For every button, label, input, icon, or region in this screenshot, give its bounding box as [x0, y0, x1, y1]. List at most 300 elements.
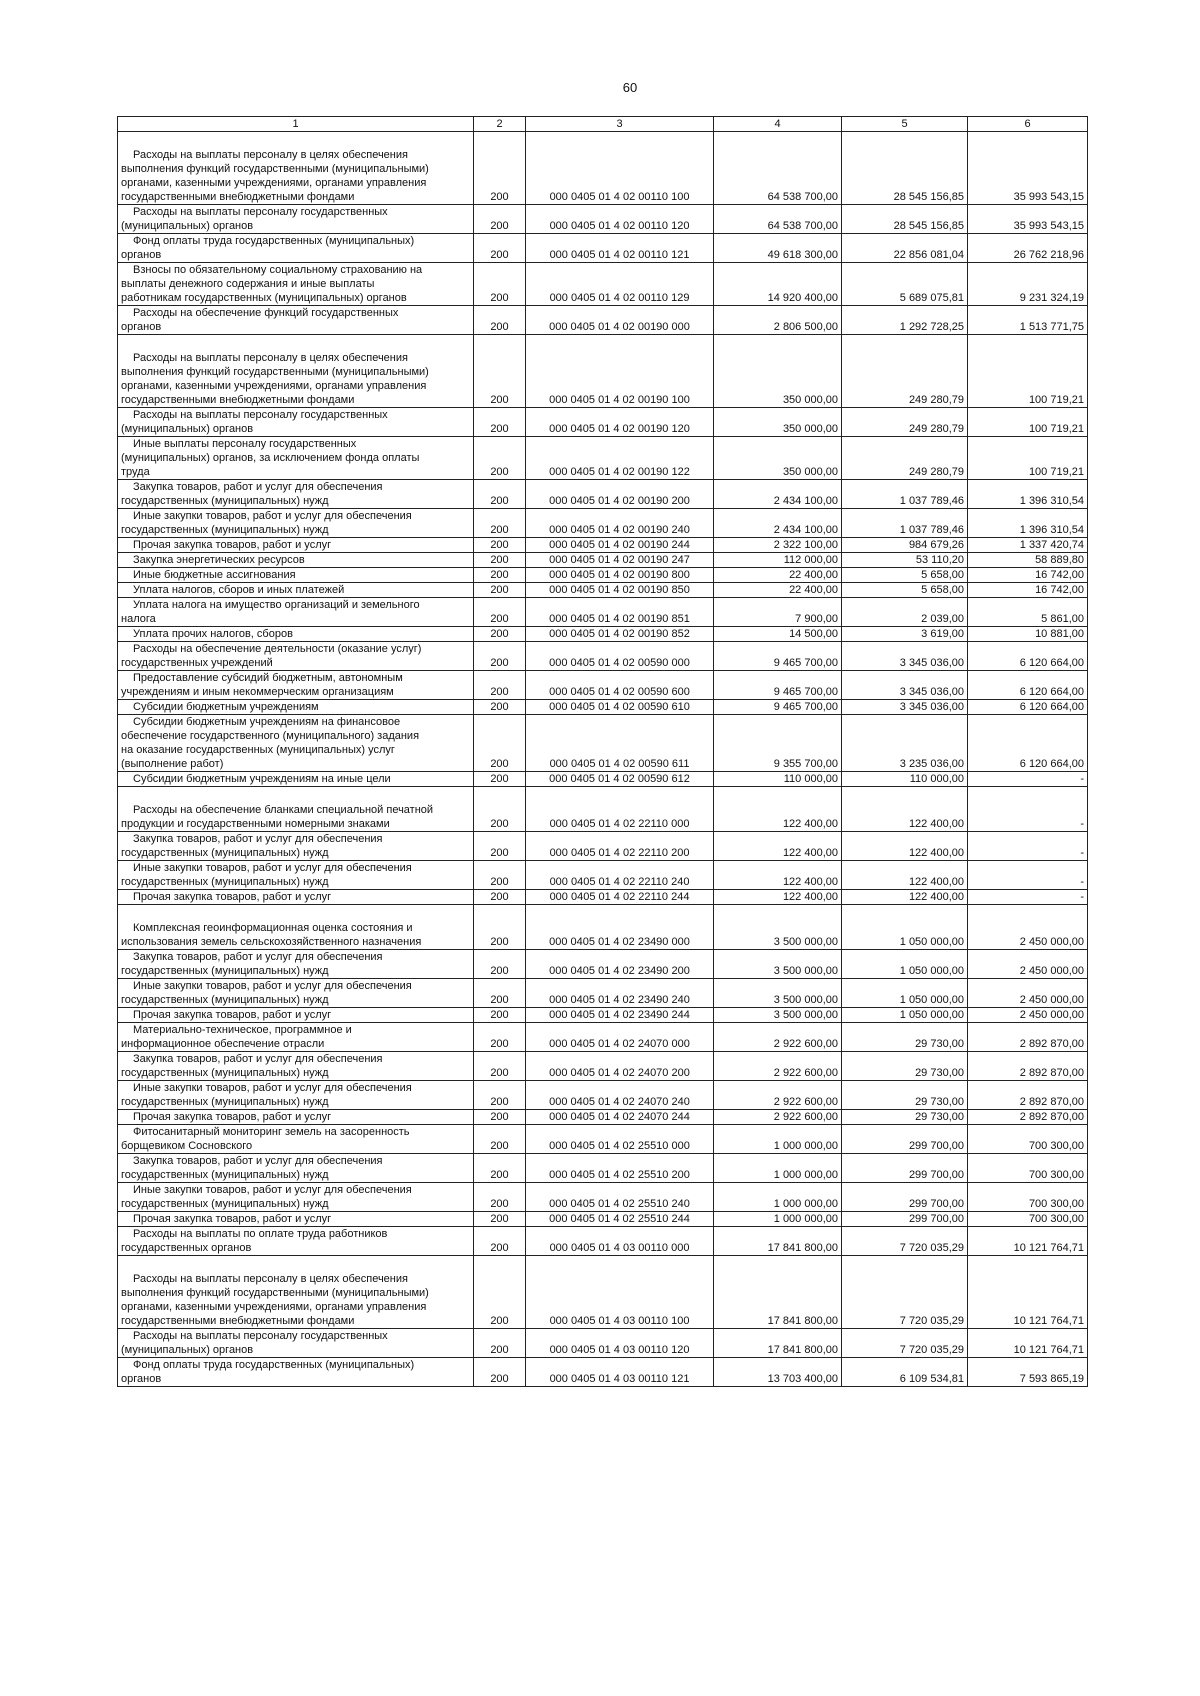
table-row: [118, 1052, 1088, 1081]
remaining-amount-cell: 58 889,80: [968, 553, 1088, 568]
approved-amount-cell: 110 000,00: [714, 772, 842, 787]
expense-name-text: Иные закупки товаров, работ и услуг для обеспечения государственных (муниципальных) нужд: [121, 1184, 412, 1210]
executed-amount-cell: 7 720 035,29: [842, 1227, 968, 1256]
approved-amount-cell: 2 434 100,00: [714, 509, 842, 538]
expense-name-text: Уплата налога на имущество организаций и земельного налога: [121, 599, 420, 625]
line-code-cell: 200: [474, 306, 526, 335]
executed-amount-cell: 299 700,00: [842, 1183, 968, 1212]
expense-name-text: Фонд оплаты труда государственных (муниципальных) органов: [121, 235, 415, 261]
approved-amount-cell: 9 465 700,00: [714, 671, 842, 700]
expense-name-text: Фонд оплаты труда государственных (муниципальных) органов: [121, 1359, 415, 1385]
budget-code-cell: 000 0405 01 4 02 24070 244: [526, 1110, 714, 1125]
table-row: [118, 642, 1088, 671]
header-cell: 2: [474, 117, 526, 132]
approved-amount-cell: 2 922 600,00: [714, 1023, 842, 1052]
executed-amount-cell: 7 720 035,29: [842, 1256, 968, 1329]
line-code-cell: 200: [474, 598, 526, 627]
table-body: [118, 132, 1088, 1387]
header-cell: 6: [968, 117, 1088, 132]
expense-name-text: Иные бюджетные ассигнования: [133, 569, 296, 581]
executed-amount-cell: 249 280,79: [842, 408, 968, 437]
approved-amount-cell: 17 841 800,00: [714, 1329, 842, 1358]
executed-amount-cell: 3 619,00: [842, 627, 968, 642]
line-code-cell: 200: [474, 890, 526, 905]
approved-amount-cell: 64 538 700,00: [714, 205, 842, 234]
table-row: [118, 408, 1088, 437]
remaining-amount-cell: 10 121 764,71: [968, 1329, 1088, 1358]
expense-name-cell: [118, 627, 474, 642]
expense-name-text: Прочая закупка товаров, работ и услуг: [133, 539, 332, 551]
table-row: [118, 671, 1088, 700]
expense-name-cell: [118, 1212, 474, 1227]
table-row: [118, 772, 1088, 787]
line-code-cell: 200: [474, 1212, 526, 1227]
executed-amount-cell: 122 400,00: [842, 890, 968, 905]
approved-amount-cell: 13 703 400,00: [714, 1358, 842, 1387]
remaining-amount-cell: -: [968, 772, 1088, 787]
remaining-amount-cell: 2 892 870,00: [968, 1023, 1088, 1052]
line-code-cell: 200: [474, 642, 526, 671]
remaining-amount-cell: 2 892 870,00: [968, 1081, 1088, 1110]
expense-name-cell: [118, 263, 474, 306]
executed-amount-cell: 299 700,00: [842, 1212, 968, 1227]
executed-amount-cell: 110 000,00: [842, 772, 968, 787]
budget-code-cell: 000 0405 01 4 02 00590 610: [526, 700, 714, 715]
expense-name-text: Иные закупки товаров, работ и услуг для обеспечения государственных (муниципальных) нужд: [121, 980, 412, 1006]
line-code-cell: 200: [474, 553, 526, 568]
budget-code-cell: 000 0405 01 4 02 24070 000: [526, 1023, 714, 1052]
remaining-amount-cell: 700 300,00: [968, 1125, 1088, 1154]
expense-name-cell: [118, 832, 474, 861]
table-row: [118, 538, 1088, 553]
expense-name-text: Взносы по обязательному социальному страхованию на выплаты денежного содержания и иные выплаты работникам государственных (муниципальных) органов: [121, 264, 423, 304]
expense-name-cell: [118, 205, 474, 234]
table-row: [118, 306, 1088, 335]
approved-amount-cell: 2 922 600,00: [714, 1110, 842, 1125]
approved-amount-cell: 49 618 300,00: [714, 234, 842, 263]
expense-name-cell: [118, 1110, 474, 1125]
executed-amount-cell: 1 050 000,00: [842, 979, 968, 1008]
approved-amount-cell: 122 400,00: [714, 890, 842, 905]
executed-amount-cell: 3 345 036,00: [842, 700, 968, 715]
executed-amount-cell: 1 037 789,46: [842, 480, 968, 509]
budget-code-cell: 000 0405 01 4 03 00110 100: [526, 1256, 714, 1329]
expense-name-cell: [118, 861, 474, 890]
table-row: [118, 234, 1088, 263]
approved-amount-cell: 350 000,00: [714, 408, 842, 437]
executed-amount-cell: 984 679,26: [842, 538, 968, 553]
line-code-cell: 200: [474, 263, 526, 306]
line-code-cell: 200: [474, 905, 526, 950]
table-row: [118, 1125, 1088, 1154]
table-row: [118, 1212, 1088, 1227]
expense-name-text: Прочая закупка товаров, работ и услуг: [133, 1009, 332, 1021]
expense-name-text: Прочая закупка товаров, работ и услуг: [133, 1111, 332, 1123]
approved-amount-cell: 2 922 600,00: [714, 1052, 842, 1081]
line-code-cell: 200: [474, 205, 526, 234]
table-row: [118, 598, 1088, 627]
expense-name-cell: [118, 553, 474, 568]
expense-name-text: Расходы на выплаты персоналу государственных (муниципальных) органов: [121, 206, 388, 232]
approved-amount-cell: 9 465 700,00: [714, 642, 842, 671]
executed-amount-cell: 3 345 036,00: [842, 642, 968, 671]
executed-amount-cell: 3 345 036,00: [842, 671, 968, 700]
expense-name-cell: [118, 1008, 474, 1023]
expense-name-text: Закупка товаров, работ и услуг для обеспечения государственных (муниципальных) нужд: [121, 951, 383, 977]
approved-amount-cell: 122 400,00: [714, 832, 842, 861]
line-code-cell: 200: [474, 832, 526, 861]
table-row: [118, 1023, 1088, 1052]
expense-name-text: Иные закупки товаров, работ и услуг для обеспечения государственных (муниципальных) нужд: [121, 862, 412, 888]
table-row: [118, 1081, 1088, 1110]
expense-name-cell: [118, 568, 474, 583]
executed-amount-cell: 1 050 000,00: [842, 1008, 968, 1023]
remaining-amount-cell: 7 593 865,19: [968, 1358, 1088, 1387]
expense-name-cell: [118, 538, 474, 553]
approved-amount-cell: 1 000 000,00: [714, 1212, 842, 1227]
approved-amount-cell: 22 400,00: [714, 568, 842, 583]
remaining-amount-cell: 6 120 664,00: [968, 671, 1088, 700]
remaining-amount-cell: 2 450 000,00: [968, 1008, 1088, 1023]
approved-amount-cell: 3 500 000,00: [714, 950, 842, 979]
line-code-cell: 200: [474, 1358, 526, 1387]
header-cell: 5: [842, 117, 968, 132]
expense-name-cell: [118, 1052, 474, 1081]
line-code-cell: 200: [474, 1227, 526, 1256]
budget-code-cell: 000 0405 01 4 02 22110 200: [526, 832, 714, 861]
remaining-amount-cell: 6 120 664,00: [968, 715, 1088, 772]
budget-code-cell: 000 0405 01 4 02 25510 240: [526, 1183, 714, 1212]
line-code-cell: 200: [474, 700, 526, 715]
budget-code-cell: 000 0405 01 4 02 00190 852: [526, 627, 714, 642]
table-row: [118, 1358, 1088, 1387]
expense-name-cell: [118, 509, 474, 538]
table-row: [118, 832, 1088, 861]
remaining-amount-cell: 26 762 218,96: [968, 234, 1088, 263]
executed-amount-cell: 7 720 035,29: [842, 1329, 968, 1358]
approved-amount-cell: 14 920 400,00: [714, 263, 842, 306]
approved-amount-cell: 350 000,00: [714, 437, 842, 480]
table-row: [118, 1227, 1088, 1256]
expense-name-cell: [118, 1183, 474, 1212]
table-row: [118, 1183, 1088, 1212]
expense-name-cell: [118, 905, 474, 950]
line-code-cell: 200: [474, 671, 526, 700]
expense-name-text: Уплата налогов, сборов и иных платежей: [133, 584, 345, 596]
executed-amount-cell: 5 658,00: [842, 568, 968, 583]
budget-code-cell: 000 0405 01 4 02 00190 851: [526, 598, 714, 627]
approved-amount-cell: 9 465 700,00: [714, 700, 842, 715]
line-code-cell: 200: [474, 787, 526, 832]
remaining-amount-cell: 2 892 870,00: [968, 1052, 1088, 1081]
approved-amount-cell: 112 000,00: [714, 553, 842, 568]
remaining-amount-cell: 700 300,00: [968, 1183, 1088, 1212]
line-code-cell: 200: [474, 1256, 526, 1329]
line-code-cell: 200: [474, 1329, 526, 1358]
expense-name-text: Иные закупки товаров, работ и услуг для обеспечения государственных (муниципальных) нужд: [121, 1082, 412, 1108]
table-row: [118, 1110, 1088, 1125]
line-code-cell: 200: [474, 509, 526, 538]
budget-code-cell: 000 0405 01 4 02 22110 244: [526, 890, 714, 905]
table-row: [118, 205, 1088, 234]
executed-amount-cell: 3 235 036,00: [842, 715, 968, 772]
expense-name-text: Расходы на выплаты персоналу государственных (муниципальных) органов: [121, 1330, 388, 1356]
expense-name-text: Закупка энергетических ресурсов: [133, 554, 305, 566]
remaining-amount-cell: 1 337 420,74: [968, 538, 1088, 553]
table-row: [118, 950, 1088, 979]
approved-amount-cell: 1 000 000,00: [714, 1154, 842, 1183]
table-row: [118, 1256, 1088, 1329]
line-code-cell: 200: [474, 715, 526, 772]
line-code-cell: 200: [474, 1023, 526, 1052]
expense-name-cell: [118, 480, 474, 509]
budget-code-cell: 000 0405 01 4 02 00190 120: [526, 408, 714, 437]
expense-name-text: Прочая закупка товаров, работ и услуг: [133, 1213, 332, 1225]
approved-amount-cell: 3 500 000,00: [714, 1008, 842, 1023]
expense-name-text: Расходы на выплаты персоналу государственных (муниципальных) органов: [121, 409, 388, 435]
executed-amount-cell: 122 400,00: [842, 861, 968, 890]
table-row: [118, 700, 1088, 715]
expense-name-cell: [118, 1154, 474, 1183]
table-row: [118, 1154, 1088, 1183]
expense-name-cell: [118, 132, 474, 205]
expense-name-cell: [118, 1023, 474, 1052]
remaining-amount-cell: 16 742,00: [968, 568, 1088, 583]
header-cell: 1: [118, 117, 474, 132]
executed-amount-cell: 122 400,00: [842, 787, 968, 832]
table-row: [118, 509, 1088, 538]
budget-code-cell: 000 0405 01 4 02 25510 244: [526, 1212, 714, 1227]
executed-amount-cell: 1 037 789,46: [842, 509, 968, 538]
budget-code-cell: 000 0405 01 4 02 00110 129: [526, 263, 714, 306]
expense-name-text: Субсидии бюджетным учреждениям на финансовое обеспечение государственного (муниципального) задания на оказание государственных (муниципальных) услуг (выполнение работ): [121, 716, 420, 770]
table-row: [118, 132, 1088, 205]
expense-name-cell: [118, 890, 474, 905]
budget-table: [117, 116, 1088, 1387]
remaining-amount-cell: 10 881,00: [968, 627, 1088, 642]
line-code-cell: 200: [474, 335, 526, 408]
line-code-cell: 200: [474, 772, 526, 787]
remaining-amount-cell: 700 300,00: [968, 1212, 1088, 1227]
budget-code-cell: 000 0405 01 4 02 00110 100: [526, 132, 714, 205]
executed-amount-cell: 1 050 000,00: [842, 905, 968, 950]
remaining-amount-cell: 1 513 771,75: [968, 306, 1088, 335]
budget-code-cell: 000 0405 01 4 02 00190 240: [526, 509, 714, 538]
table-row: [118, 627, 1088, 642]
expense-name-cell: [118, 1125, 474, 1154]
expense-name-text: Комплексная геоинформационная оценка состояния и использования земель сельскохозяйственного назначения: [121, 922, 422, 948]
remaining-amount-cell: 100 719,21: [968, 437, 1088, 480]
line-code-cell: 200: [474, 538, 526, 553]
header-cell: 3: [526, 117, 714, 132]
remaining-amount-cell: 35 993 543,15: [968, 132, 1088, 205]
budget-code-cell: 000 0405 01 4 02 00110 121: [526, 234, 714, 263]
executed-amount-cell: 1 292 728,25: [842, 306, 968, 335]
expense-name-text: Расходы на выплаты персоналу в целях обеспечения выполнения функций государственными (муниципальными) органами, казенными учреждениями, органами управления государственными внебюджетными фондами: [121, 352, 429, 406]
expense-name-cell: [118, 335, 474, 408]
budget-code-cell: 000 0405 01 4 02 23490 240: [526, 979, 714, 1008]
remaining-amount-cell: 2 450 000,00: [968, 905, 1088, 950]
table-row: [118, 1329, 1088, 1358]
approved-amount-cell: 2 922 600,00: [714, 1081, 842, 1110]
remaining-amount-cell: -: [968, 832, 1088, 861]
expense-name-cell: [118, 950, 474, 979]
budget-code-cell: 000 0405 01 4 02 00190 000: [526, 306, 714, 335]
header-cell: 4: [714, 117, 842, 132]
expense-name-text: Расходы на выплаты персоналу в целях обеспечения выполнения функций государственными (муниципальными) органами, казенными учреждениями, органами управления государственными внебюджетными фондами: [121, 149, 429, 203]
expense-name-text: Иные выплаты персоналу государственных (муниципальных) органов, за исключением фонда оплаты труда: [121, 438, 420, 478]
approved-amount-cell: 1 000 000,00: [714, 1125, 842, 1154]
line-code-cell: 200: [474, 979, 526, 1008]
remaining-amount-cell: 2 450 000,00: [968, 950, 1088, 979]
executed-amount-cell: 2 039,00: [842, 598, 968, 627]
expense-name-cell: [118, 979, 474, 1008]
table-row: [118, 1008, 1088, 1023]
approved-amount-cell: 350 000,00: [714, 335, 842, 408]
budget-code-cell: 000 0405 01 4 02 00190 100: [526, 335, 714, 408]
line-code-cell: 200: [474, 950, 526, 979]
budget-code-cell: 000 0405 01 4 02 25510 000: [526, 1125, 714, 1154]
expense-name-cell: [118, 437, 474, 480]
line-code-cell: 200: [474, 408, 526, 437]
expense-name-text: Расходы на обеспечение бланками специальной печатной продукции и государственными номерными знаками: [121, 804, 434, 830]
executed-amount-cell: 299 700,00: [842, 1154, 968, 1183]
remaining-amount-cell: 700 300,00: [968, 1154, 1088, 1183]
expense-name-text: Уплата прочих налогов, сборов: [133, 628, 293, 640]
expense-name-cell: [118, 1256, 474, 1329]
budget-code-cell: 000 0405 01 4 02 00190 244: [526, 538, 714, 553]
line-code-cell: 200: [474, 861, 526, 890]
expense-name-text: Прочая закупка товаров, работ и услуг: [133, 891, 332, 903]
line-code-cell: 200: [474, 568, 526, 583]
budget-code-cell: 000 0405 01 4 02 00190 247: [526, 553, 714, 568]
expense-name-cell: [118, 408, 474, 437]
remaining-amount-cell: 6 120 664,00: [968, 700, 1088, 715]
line-code-cell: 200: [474, 234, 526, 263]
remaining-amount-cell: 1 396 310,54: [968, 509, 1088, 538]
budget-code-cell: 000 0405 01 4 02 00590 612: [526, 772, 714, 787]
budget-code-cell: 000 0405 01 4 02 00590 611: [526, 715, 714, 772]
remaining-amount-cell: 6 120 664,00: [968, 642, 1088, 671]
table-row: [118, 905, 1088, 950]
remaining-amount-cell: -: [968, 861, 1088, 890]
remaining-amount-cell: -: [968, 890, 1088, 905]
expense-name-text: Субсидии бюджетным учреждениям: [133, 701, 319, 713]
expense-name-text: Предоставление субсидий бюджетным, автономным учреждениям и иным некоммерческим организациям: [121, 672, 403, 698]
table-row: [118, 861, 1088, 890]
page-number: 60: [622, 80, 638, 95]
table-row: [118, 715, 1088, 772]
executed-amount-cell: 29 730,00: [842, 1081, 968, 1110]
expense-name-cell: [118, 598, 474, 627]
executed-amount-cell: 53 110,20: [842, 553, 968, 568]
budget-code-cell: 000 0405 01 4 02 00190 200: [526, 480, 714, 509]
remaining-amount-cell: 100 719,21: [968, 335, 1088, 408]
expense-name-text: Расходы на выплаты по оплате труда работников государственных органов: [121, 1228, 388, 1254]
approved-amount-cell: 2 806 500,00: [714, 306, 842, 335]
remaining-amount-cell: 16 742,00: [968, 583, 1088, 598]
budget-code-cell: 000 0405 01 4 02 24070 200: [526, 1052, 714, 1081]
table-row: [118, 979, 1088, 1008]
remaining-amount-cell: 2 892 870,00: [968, 1110, 1088, 1125]
expense-name-cell: [118, 234, 474, 263]
executed-amount-cell: 249 280,79: [842, 437, 968, 480]
budget-code-cell: 000 0405 01 4 02 00190 850: [526, 583, 714, 598]
expense-name-text: Расходы на обеспечение деятельности (оказание услуг) государственных учреждений: [121, 643, 422, 669]
expense-name-cell: [118, 642, 474, 671]
expense-name-text: Закупка товаров, работ и услуг для обеспечения государственных (муниципальных) нужд: [121, 1155, 383, 1181]
table-row: [118, 437, 1088, 480]
budget-code-cell: 000 0405 01 4 02 22110 000: [526, 787, 714, 832]
executed-amount-cell: 29 730,00: [842, 1110, 968, 1125]
expense-name-cell: [118, 772, 474, 787]
remaining-amount-cell: 10 121 764,71: [968, 1227, 1088, 1256]
approved-amount-cell: 122 400,00: [714, 787, 842, 832]
table-row: [118, 480, 1088, 509]
approved-amount-cell: 14 500,00: [714, 627, 842, 642]
expense-name-text: Закупка товаров, работ и услуг для обеспечения государственных (муниципальных) нужд: [121, 1053, 383, 1079]
executed-amount-cell: 1 050 000,00: [842, 950, 968, 979]
budget-code-cell: 000 0405 01 4 02 24070 240: [526, 1081, 714, 1110]
line-code-cell: 200: [474, 437, 526, 480]
expense-name-cell: [118, 1329, 474, 1358]
line-code-cell: 200: [474, 1052, 526, 1081]
table-row: [118, 583, 1088, 598]
expense-name-text: Закупка товаров, работ и услуг для обеспечения государственных (муниципальных) нужд: [121, 833, 383, 859]
expense-name-cell: [118, 787, 474, 832]
remaining-amount-cell: -: [968, 787, 1088, 832]
line-code-cell: 200: [474, 583, 526, 598]
table-row: [118, 890, 1088, 905]
expense-name-text: Фитосанитарный мониторинг земель на засоренность борщевиком Сосновского: [121, 1126, 410, 1152]
approved-amount-cell: 122 400,00: [714, 861, 842, 890]
expense-name-cell: [118, 1227, 474, 1256]
expense-name-text: Закупка товаров, работ и услуг для обеспечения государственных (муниципальных) нужд: [121, 481, 383, 507]
expense-name-cell: [118, 1081, 474, 1110]
budget-code-cell: 000 0405 01 4 03 00110 120: [526, 1329, 714, 1358]
expense-name-cell: [118, 715, 474, 772]
budget-code-cell: 000 0405 01 4 03 00110 000: [526, 1227, 714, 1256]
line-code-cell: 200: [474, 1008, 526, 1023]
budget-code-cell: 000 0405 01 4 02 22110 240: [526, 861, 714, 890]
budget-code-cell: 000 0405 01 4 02 00590 000: [526, 642, 714, 671]
expense-name-text: Расходы на обеспечение функций государственных органов: [121, 307, 399, 333]
line-code-cell: 200: [474, 1125, 526, 1154]
line-code-cell: 200: [474, 132, 526, 205]
table-row: [118, 553, 1088, 568]
approved-amount-cell: 22 400,00: [714, 583, 842, 598]
executed-amount-cell: 122 400,00: [842, 832, 968, 861]
expense-name-cell: [118, 671, 474, 700]
header-row: [118, 117, 1088, 132]
table-row: [118, 787, 1088, 832]
expense-name-text: Материально-техническое, программное и информационное обеспечение отрасли: [121, 1024, 352, 1050]
approved-amount-cell: 2 434 100,00: [714, 480, 842, 509]
line-code-cell: 200: [474, 1081, 526, 1110]
budget-code-cell: 000 0405 01 4 02 00110 120: [526, 205, 714, 234]
approved-amount-cell: 1 000 000,00: [714, 1183, 842, 1212]
executed-amount-cell: 299 700,00: [842, 1125, 968, 1154]
line-code-cell: 200: [474, 1110, 526, 1125]
budget-code-cell: 000 0405 01 4 02 25510 200: [526, 1154, 714, 1183]
executed-amount-cell: 29 730,00: [842, 1023, 968, 1052]
executed-amount-cell: 28 545 156,85: [842, 205, 968, 234]
approved-amount-cell: 3 500 000,00: [714, 979, 842, 1008]
line-code-cell: 200: [474, 480, 526, 509]
executed-amount-cell: 5 689 075,81: [842, 263, 968, 306]
remaining-amount-cell: 5 861,00: [968, 598, 1088, 627]
approved-amount-cell: 9 355 700,00: [714, 715, 842, 772]
